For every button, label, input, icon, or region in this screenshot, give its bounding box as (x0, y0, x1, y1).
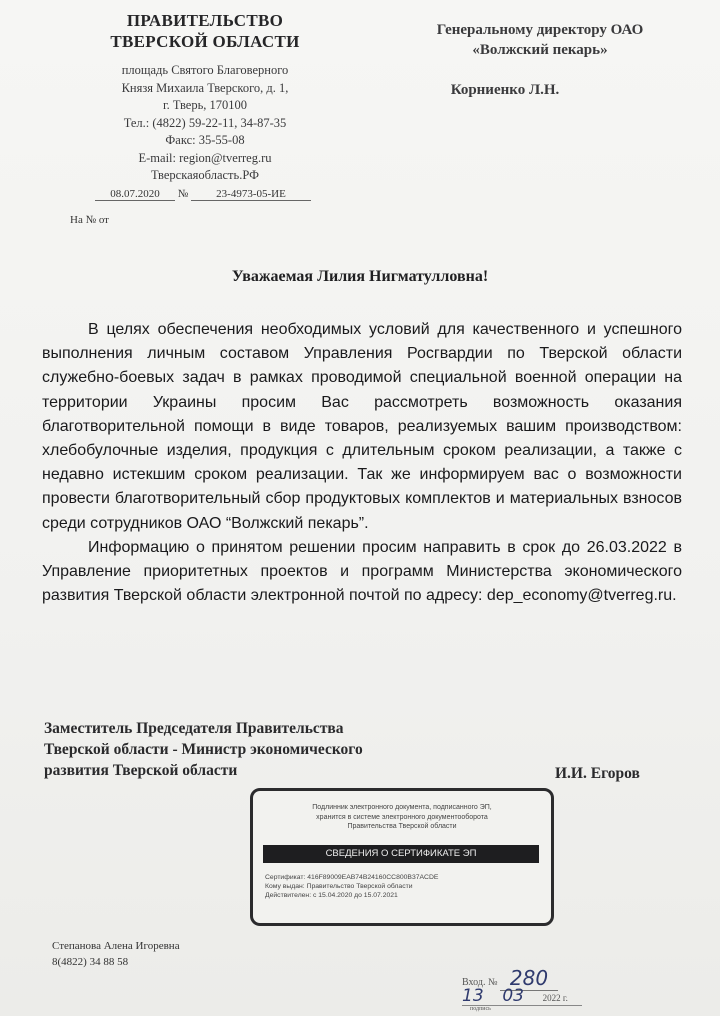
recipient-block (380, 20, 700, 60)
registration-line (95, 188, 325, 201)
salutation: Уважаемая Лилия Нигматулловна! (231, 268, 489, 285)
body-paragraph: В целях обеспечения необходимых условий для качественного и успешного выполнения личным составом Управления Росгвардии по Тверской области служебно-боевых задач в рамках проводимой специальной военной операции на территории Украины просим Вас рассмотреть возможность оказания благотворительной помощи в виде товаров, реализуемых вашим производством: хлебобулочные изделия, продукция с длительным сроком реализации, а также с недавно истекшим сроком реализации. Так же информируем вас о возможности провести благотворительный сбор продуктовых комплектов и материальных взносов среди сотрудников ОАО “Волжский пекарь”. (42, 321, 682, 532)
recipient-company: «Волжский пекарь» (472, 42, 608, 58)
sender-block (60, 10, 350, 185)
issued-value: Правительство Тверской области (306, 883, 413, 890)
signer-title-line: развития Тверской области (44, 762, 238, 779)
executor-phone: 8(4822) 34 88 58 (52, 956, 129, 968)
stamp-text-line: Правительства Тверской области (347, 823, 457, 830)
cert-label: Сертификат: (265, 874, 306, 881)
incoming-registration-stamp (462, 960, 602, 1014)
signer-title-line: Заместитель Председателя Правительства (44, 720, 344, 737)
signer-title (44, 718, 504, 781)
address-line: Тел.: (4822) 59-22-11, 34-87-35 (123, 115, 287, 130)
incoming-caption: подпись (470, 1006, 491, 1012)
incoming-year: 2022 г. (542, 993, 568, 1003)
issued-label: Кому выдан: (265, 883, 305, 890)
valid-label: Действителен: (265, 892, 312, 899)
reg-no-label: № (177, 188, 189, 200)
stamp-certificate-bar: СВЕДЕНИЯ О СЕРТИФИКАТЕ ЭП (263, 845, 539, 863)
sender-org-line2: ТВЕРСКОЙ ОБЛАСТИ (110, 32, 300, 51)
address-line: Факс: 35-55-08 (165, 133, 245, 147)
address-line: площадь Святого Благоверного (121, 63, 289, 77)
body-paragraph: Информацию о принятом решении просим направить в срок до 26.03.2022 в Управление приоритетных проектов и программ Министерства экономического развития Тверской области электронной почтой по адресу: dep_economy@tverreg.ru. (42, 538, 682, 605)
stamp-certificate-info (265, 873, 545, 900)
incoming-number: 280 (500, 966, 558, 991)
address-line: Князя Михаила Тверского, д. 1, (121, 80, 289, 95)
signer-title-line: Тверской области - Министр экономического (44, 741, 363, 758)
cert-value: 416F89009EAB74B24160CC800B37ACDE (307, 874, 439, 881)
incoming-month: 03 (502, 986, 524, 1006)
stamp-text-line: хранится в системе электронного документооборота (316, 813, 488, 821)
executor-name: Степанова Алена Игоревна (52, 940, 180, 952)
stamp-text-line: Подлинник электронного документа, подписанного ЭП, (312, 804, 492, 811)
reference-line (70, 214, 330, 226)
stamp-header (253, 803, 551, 832)
sender-address (60, 62, 350, 185)
executor-info (52, 938, 180, 970)
reg-number: 23-4973-05-ИЕ (191, 188, 311, 201)
ref-label: На № (70, 214, 97, 226)
e-signature-stamp (250, 788, 554, 926)
incoming-label: Вход. № (462, 977, 498, 988)
signer-name: И.И. Егоров (555, 765, 640, 782)
letter-body (42, 318, 682, 608)
sender-org-line1: ПРАВИТЕЛЬСТВО (126, 11, 284, 30)
incoming-day: 13 (462, 986, 484, 1006)
valid-value: с 15.04.2020 до 15.07.2021 (312, 892, 398, 899)
address-line: г. Тверь, 170100 (162, 98, 248, 112)
address-line: E-mail: region@tverreg.ru (138, 150, 272, 165)
reg-date: 08.07.2020 (95, 188, 175, 201)
recipient-name: Корниенко Л.Н. (450, 82, 560, 98)
recipient-title: Генеральному директору ОАО (436, 22, 644, 38)
address-line: Тверскаяобласть.РФ (151, 168, 259, 182)
ref-from-label: от (98, 214, 109, 226)
